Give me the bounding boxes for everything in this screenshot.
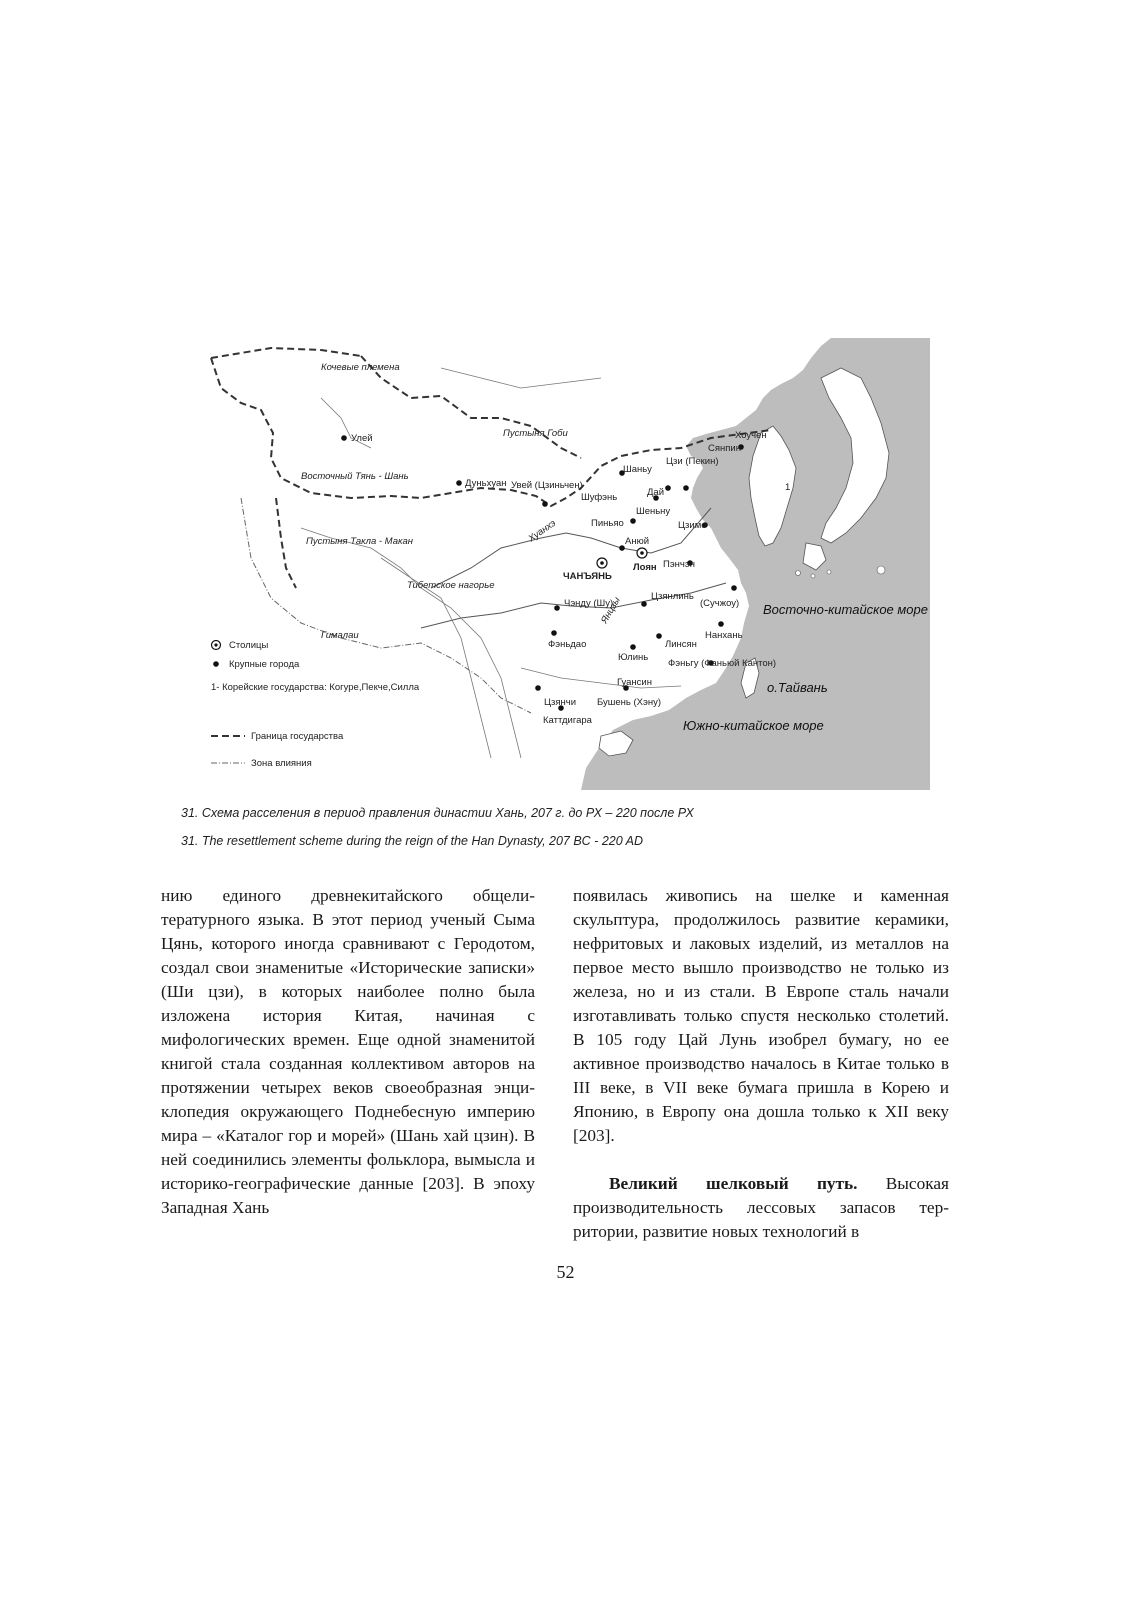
- label-huanghe: Хуанхэ: [526, 517, 558, 545]
- city-anyui: Анюй: [625, 536, 650, 547]
- legend-capitals: Столицы: [229, 640, 269, 651]
- city-tsyanchi: Цзянчи: [544, 697, 577, 708]
- city-syanpin: Сянпин: [708, 443, 741, 454]
- legend-korea: 1- Корейские государства: Когуре,Пекче,Силла: [211, 682, 420, 693]
- label-tibet: Тибетское нагорье: [407, 580, 495, 591]
- map-legend: [211, 640, 420, 769]
- paragraph-right-2-body: Высокая производительность лессовых запасов территории, развитие новых технологий в: [573, 1174, 949, 1241]
- city-dot: [656, 633, 662, 639]
- city-fendao: Фэньдао: [548, 639, 587, 650]
- city-dot: [535, 685, 541, 691]
- label-south-sea: Южно-китайское море: [683, 718, 824, 733]
- page-number: 52: [556, 1262, 575, 1282]
- figure-caption-en: 31. The resettlement scheme during the reign of the Han Dynasty, 207 BC - 220 AD: [181, 834, 644, 848]
- city-changan: ЧАНЪЯНЬ: [563, 571, 612, 582]
- city-dot: [554, 605, 560, 611]
- city-dot: [551, 630, 557, 636]
- city-fanyu: Фэньгу (Фаньюй Кантон): [668, 658, 777, 669]
- city-dot: [718, 621, 724, 627]
- legend-cities: Крупные города: [229, 659, 300, 670]
- city-dot: [665, 485, 671, 491]
- city-nanhan: Нанхань: [705, 630, 743, 641]
- city-chendu: Чэнду (Шу): [564, 598, 614, 609]
- city-dot: [341, 435, 347, 441]
- city-houchen: Хоучен: [735, 430, 767, 441]
- label-korea-number: 1: [785, 482, 791, 493]
- city-dot: [542, 501, 548, 507]
- city-bushen: Бушень (Хэну): [597, 697, 662, 708]
- city-dunhuang: Дуньхуан: [465, 478, 507, 489]
- city-tszimo: Цзимо: [678, 520, 707, 531]
- paragraph-left: нию единого древнекитайского общелитературного языка. В этот период ученый Сыма Цянь, которого иногда сравнивают с Геродотом, создал свои знаменитые «Исторические записки» (Ши цзи), в которых наиболее полно была изложена история Китая, начиная с мифологических времен. Еще одной знаменитой книгой стала созданная коллективом авторов на протяжении четырех веков своеобразная энциклопедия окружающего Поднебесную империю мира – «Каталог гор и морей» (Шань хай цзин). В ней соединились элементы фольклора, вымысла и историко-географические данные [203]. В эпоху Западная Хань: [161, 886, 535, 1217]
- city-dot: [683, 485, 689, 491]
- city-uvei: Увей (Цзиньчен): [511, 480, 583, 491]
- paragraph-right-1: появилась живопись на шелке и каменная скульптура, продолжилось развитие керамики, нефритовых и лаковых изделий, из металлов на первое место вышло производство не только из железа, но и из стали. В Европе сталь начали изготавливать только спустя несколько столетий. В 105 году Цай Лунь изобрел бумагу, но ее активное производство началось в Китае только в III веке, в VII веке бумага пришла в Корею и Японию, в Европу она дошла только к XII веку [203].: [573, 886, 949, 1145]
- city-dot: [456, 480, 462, 486]
- label-gobi: Пустыня Гоби: [503, 428, 568, 439]
- river-misc-4: [441, 368, 601, 388]
- label-nomads: Кочевые племена: [321, 362, 400, 373]
- text-column-right: [573, 884, 949, 1244]
- city-dai: Дай: [647, 487, 665, 498]
- map-svg: [181, 338, 930, 790]
- city-guansin: Гуансин: [617, 677, 652, 688]
- city-dot: [630, 644, 636, 650]
- legend-influence: Зона влияния: [251, 758, 312, 769]
- legend-city-icon: [213, 661, 219, 667]
- han-dynasty-map: [181, 338, 930, 790]
- paragraph-right-2: [573, 1172, 949, 1244]
- figure-caption-ru: 31. Схема расселения в период правления династии Хань, 207 г. до РХ – 220 после РХ: [181, 806, 694, 820]
- city-dot: [641, 601, 647, 607]
- city-dot: [619, 545, 625, 551]
- label-himalaya: Гималаи: [321, 630, 359, 641]
- section-heading: Великий шелковый путь.: [609, 1174, 858, 1193]
- city-shenyu: Шеньну: [636, 506, 671, 517]
- label-takla: Пустыня Такла - Макан: [306, 536, 413, 547]
- city-pinyan: Пиньяо: [591, 518, 624, 529]
- city-loyan: Лоян: [633, 562, 657, 573]
- label-east-sea: Восточно-китайское море: [763, 602, 928, 617]
- city-ulei: Улей: [351, 433, 373, 444]
- city-dot: [630, 518, 636, 524]
- label-taiwan: о.Тайвань: [767, 680, 828, 695]
- city-suchzhou: (Сучжоу): [700, 598, 740, 609]
- city-kattigara: Каттдигара: [543, 715, 592, 726]
- city-dot: [731, 585, 737, 591]
- text-column-left: [161, 884, 535, 1220]
- city-linsyan: Линсян: [665, 639, 697, 650]
- river-misc-1: [301, 528, 521, 758]
- northern-border: [211, 348, 361, 358]
- city-yulin: Юлинь: [618, 652, 649, 663]
- label-yangtze: Янцзы: [599, 595, 623, 626]
- city-shufan: Шуфэнь: [581, 492, 618, 503]
- river-misc-3: [521, 668, 681, 688]
- label-tianshan: Восточный Тянь - Шань: [301, 471, 409, 482]
- city-penchen: Пэнчэн: [663, 559, 695, 570]
- city-shanyu: Шаньу: [623, 464, 652, 475]
- city-tszi: Цзи (Пекин): [666, 456, 719, 467]
- city-tszyanlin: Цзянлинь: [651, 591, 694, 602]
- legend-border: Граница государства: [251, 731, 344, 742]
- state-border: [211, 356, 771, 588]
- influence-zone: [241, 498, 531, 713]
